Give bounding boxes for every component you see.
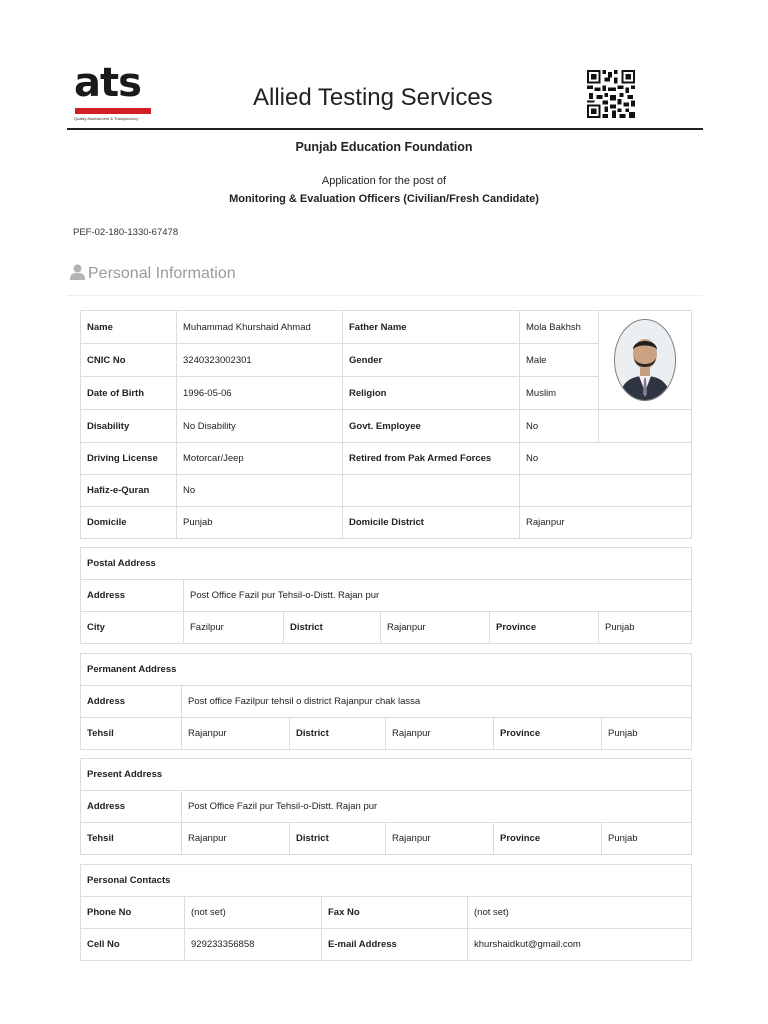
permanent-address-table — [80, 653, 692, 750]
postal-province-label: Province — [490, 612, 599, 644]
personal-contacts-table — [80, 864, 692, 961]
table-row — [81, 654, 692, 686]
email-label: E-mail Address — [322, 929, 468, 961]
table-row — [81, 791, 692, 823]
post-title: Monitoring & Evaluation Officers (Civilian/Fresh Candidate) — [229, 193, 539, 205]
qr-code-icon — [587, 69, 635, 119]
postal-address-value: Post Office Fazil pur Tehsil-o-Distt. Rajan pur — [184, 580, 692, 612]
domicile-value: Punjab — [177, 507, 343, 539]
permanent-province-label: Province — [494, 718, 602, 750]
domicile-label: Domicile — [81, 507, 177, 539]
table-row — [81, 865, 692, 897]
present-address-value: Post Office Fazil pur Tehsil-o-Distt. Rajan pur — [182, 791, 692, 823]
empty-cell — [520, 475, 692, 507]
table-row — [81, 718, 692, 750]
permanent-district-value: Rajanpur — [386, 718, 494, 750]
religion-label: Religion — [343, 377, 520, 410]
name-value: Muhammad Khurshaid Ahmad — [177, 311, 343, 344]
hafiz-label: Hafiz-e-Quran — [81, 475, 177, 507]
table-row — [81, 443, 692, 475]
armed-forces-label: Retired from Pak Armed Forces — [343, 443, 520, 475]
fax-value: (not set) — [468, 897, 692, 929]
empty-cell — [599, 410, 692, 443]
present-district-value: Rajanpur — [386, 823, 494, 855]
govt-employee-label: Govt. Employee — [343, 410, 520, 443]
cnic-label: CNIC No — [81, 344, 177, 377]
personal-details-table — [80, 310, 692, 539]
permanent-address-label: Address — [81, 686, 182, 718]
religion-value: Muslim — [520, 377, 599, 410]
organization-name: Punjab Education Foundation — [295, 140, 473, 154]
logo-tagline: Quality Assessment & Transparency — [74, 116, 139, 121]
present-district-label: District — [290, 823, 386, 855]
phone-value: (not set) — [185, 897, 322, 929]
phone-label: Phone No — [81, 897, 185, 929]
domicile-district-label: Domicile District — [343, 507, 520, 539]
user-icon — [70, 264, 85, 280]
portrait-icon — [615, 320, 675, 400]
application-label: Application for the post of — [321, 175, 447, 187]
email-value: khurshaidkut@gmail.com — [468, 929, 692, 961]
table-row — [81, 507, 692, 539]
table-row — [81, 759, 692, 791]
table-row — [81, 580, 692, 612]
photo-cell — [599, 311, 692, 410]
present-tehsil-value: Rajanpur — [182, 823, 290, 855]
postal-address-label: Address — [81, 580, 184, 612]
permanent-district-label: District — [290, 718, 386, 750]
permanent-tehsil-label: Tehsil — [81, 718, 182, 750]
postal-district-value: Rajanpur — [381, 612, 490, 644]
postal-address-table — [80, 547, 692, 644]
govt-employee-value: No — [520, 410, 599, 443]
dob-label: Date of Birth — [81, 377, 177, 410]
armed-forces-value: No — [520, 443, 692, 475]
gender-value: Male — [520, 344, 599, 377]
personal-contacts-title: Personal Contacts — [81, 865, 692, 897]
name-label: Name — [81, 311, 177, 344]
fax-label: Fax No — [322, 897, 468, 929]
postal-city-value: Fazilpur — [184, 612, 284, 644]
postal-province-value: Punjab — [599, 612, 692, 644]
present-address-title: Present Address — [81, 759, 692, 791]
dob-value: 1996-05-06 — [177, 377, 343, 410]
cell-value: 929233356858 — [185, 929, 322, 961]
present-address-table — [80, 758, 692, 855]
postal-district-label: District — [284, 612, 381, 644]
section-divider — [67, 295, 703, 296]
ats-logo — [74, 60, 154, 124]
table-row — [81, 897, 692, 929]
disability-value: No Disability — [177, 410, 343, 443]
driving-license-label: Driving License — [81, 443, 177, 475]
present-address-label: Address — [81, 791, 182, 823]
permanent-tehsil-value: Rajanpur — [182, 718, 290, 750]
logo-text: ats — [74, 60, 141, 106]
hafiz-value: No — [177, 475, 343, 507]
table-row — [81, 929, 692, 961]
disability-label: Disability — [81, 410, 177, 443]
domicile-district-value: Rajanpur — [520, 507, 692, 539]
postal-address-title: Postal Address — [81, 548, 692, 580]
table-row — [81, 686, 692, 718]
logo-bar — [75, 108, 151, 114]
present-tehsil-label: Tehsil — [81, 823, 182, 855]
empty-cell — [343, 475, 520, 507]
page-title: Allied Testing Services — [253, 84, 493, 111]
cell-label: Cell No — [81, 929, 185, 961]
applicant-photo — [614, 319, 676, 401]
table-row — [81, 548, 692, 580]
header — [67, 62, 703, 130]
permanent-address-value: Post office Fazilpur tehsil o district Rajanpur chak lassa — [182, 686, 692, 718]
section-personal-information — [70, 264, 236, 283]
permanent-province-value: Punjab — [602, 718, 692, 750]
reference-number: PEF-02-180-1330-67478 — [73, 227, 179, 238]
driving-license-value: Motorcar/Jeep — [177, 443, 343, 475]
permanent-address-title: Permanent Address — [81, 654, 692, 686]
table-row — [81, 475, 692, 507]
table-row — [81, 612, 692, 644]
table-row — [81, 823, 692, 855]
postal-city-label: City — [81, 612, 184, 644]
cnic-value: 3240323002301 — [177, 344, 343, 377]
gender-label: Gender — [343, 344, 520, 377]
present-province-value: Punjab — [602, 823, 692, 855]
table-row — [81, 410, 692, 443]
present-province-label: Province — [494, 823, 602, 855]
table-row — [81, 311, 692, 344]
father-name-label: Father Name — [343, 311, 520, 344]
father-name-value: Mola Bakhsh — [520, 311, 599, 344]
section-title-text: Personal Information — [88, 265, 236, 282]
